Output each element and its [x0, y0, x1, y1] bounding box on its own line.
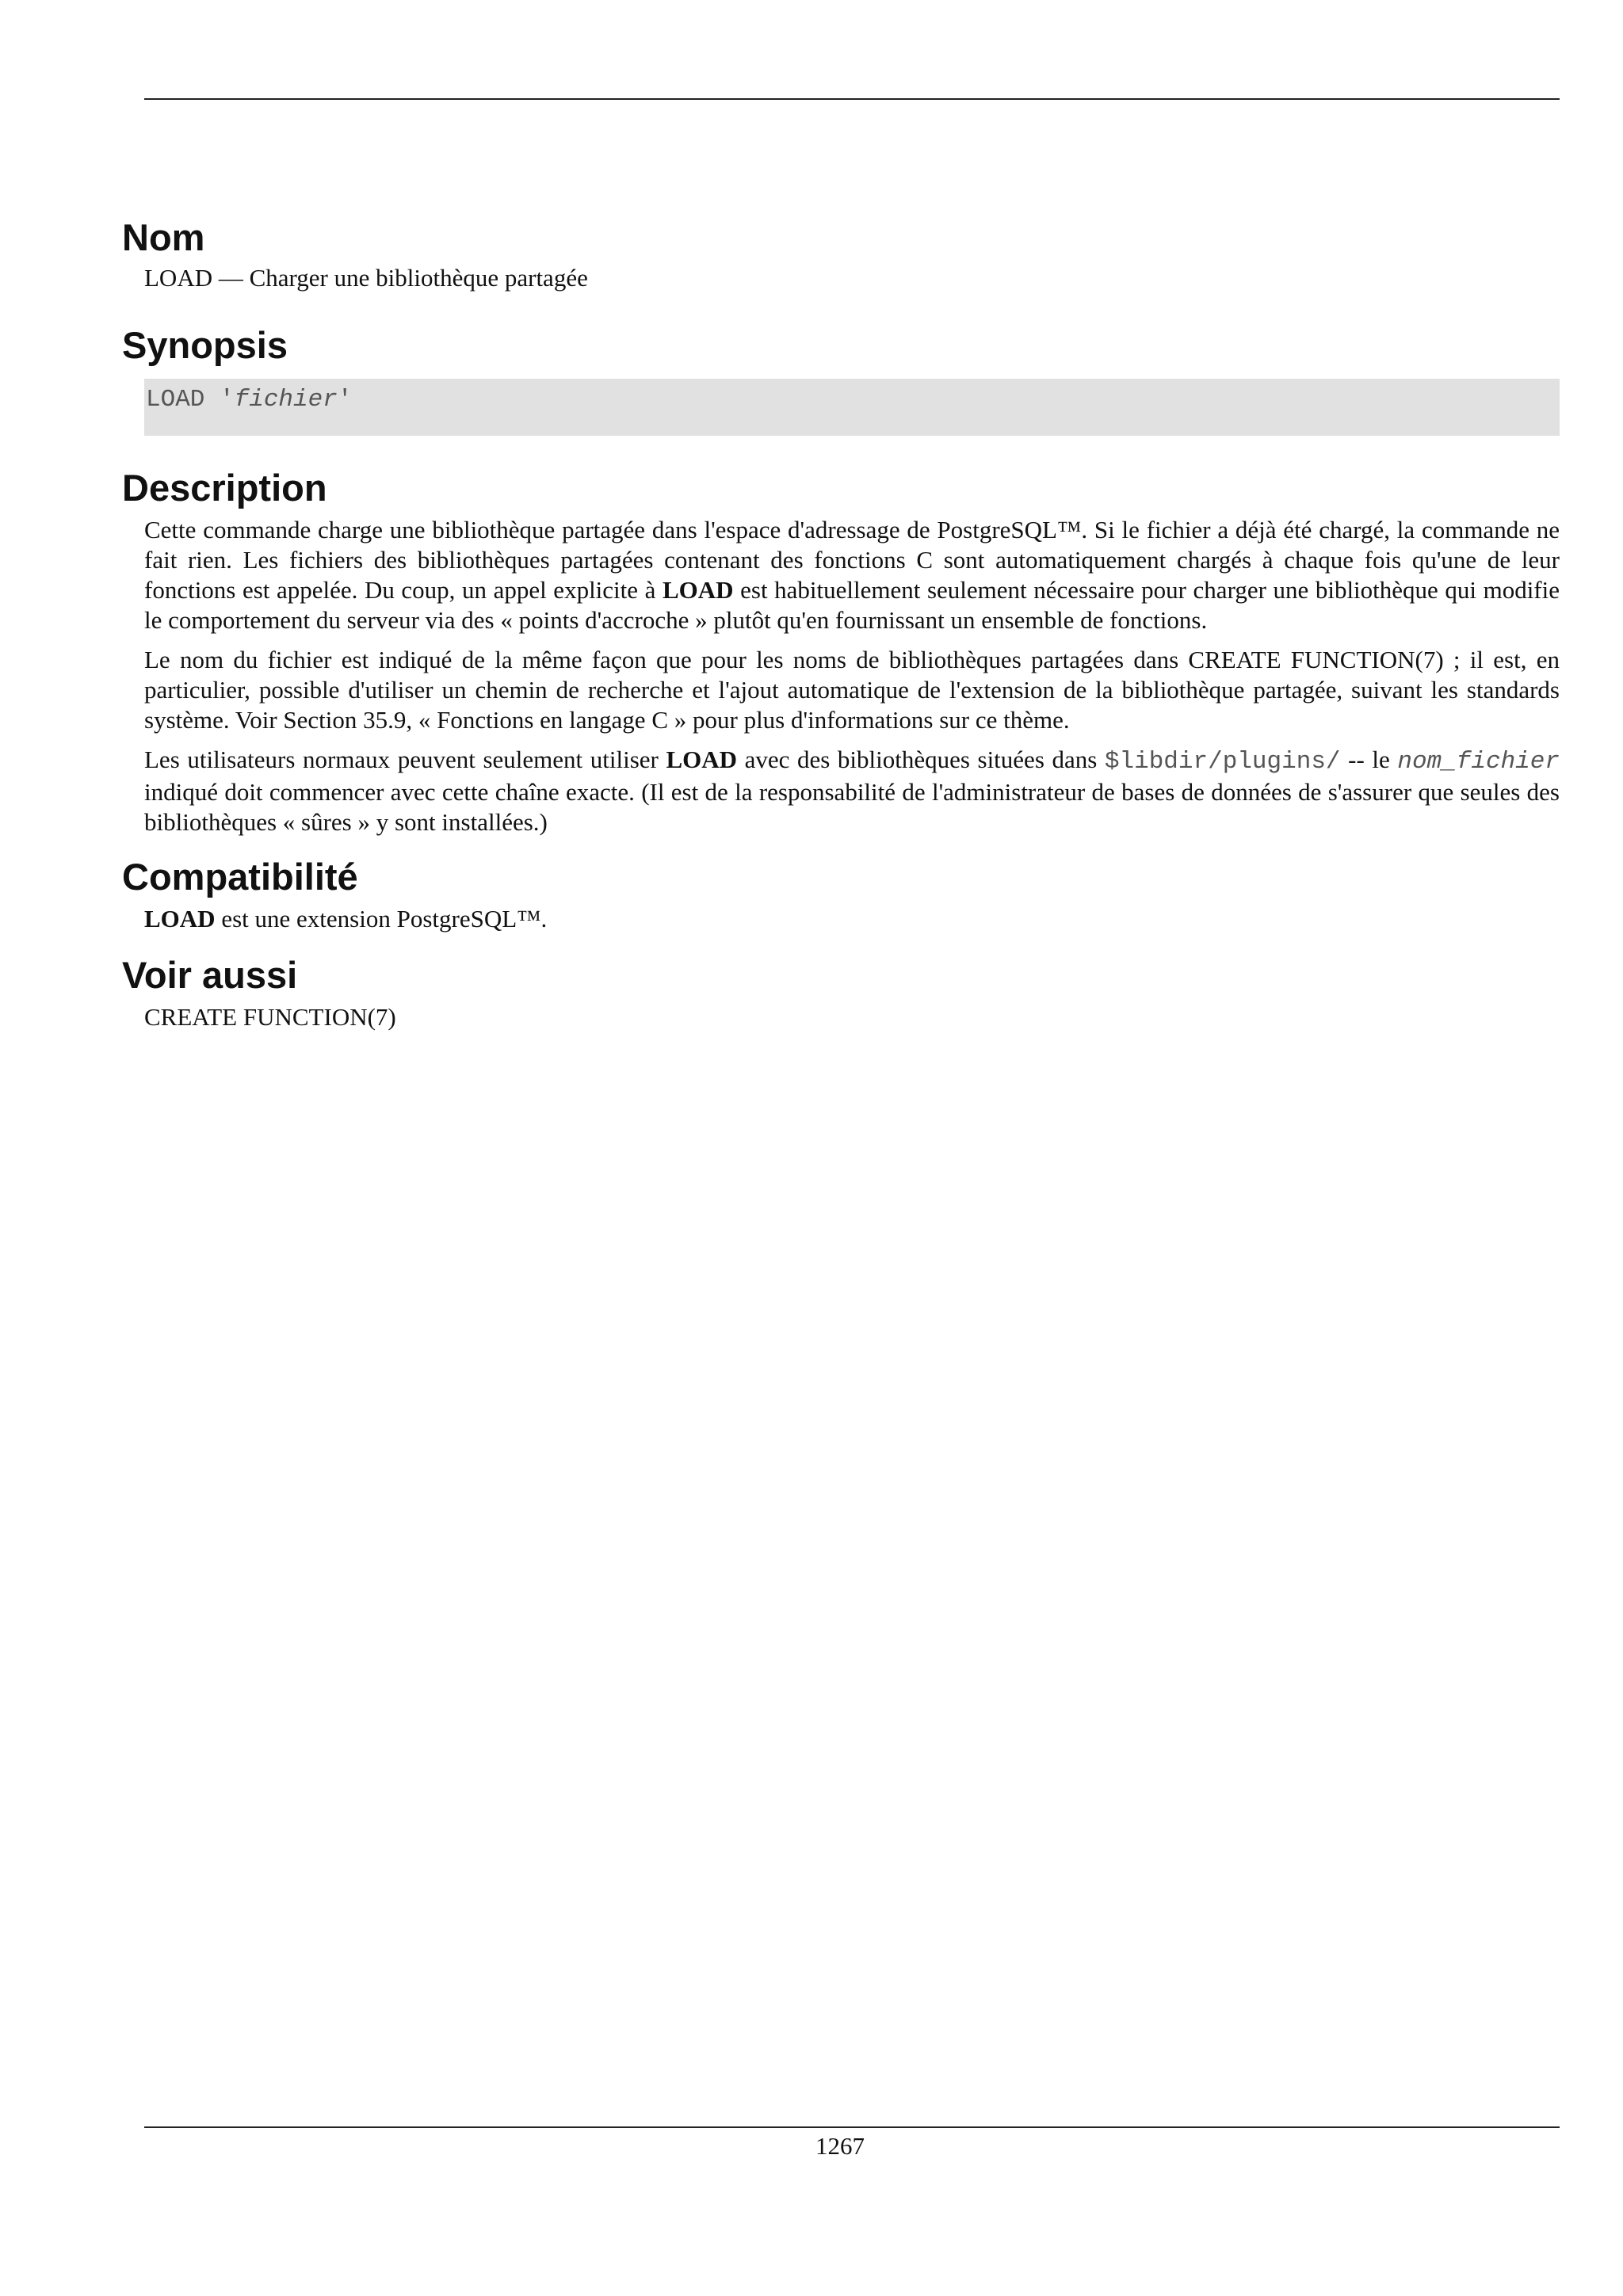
compat-load-command: LOAD [144, 905, 216, 933]
synopsis-parameter: fichier [234, 386, 338, 414]
p3-text-c: -- le [1340, 746, 1398, 773]
page-content [122, 215, 1560, 1042]
description-paragraph-3 [144, 745, 1560, 837]
section-heading-compatibilite: Compatibilité [122, 856, 358, 898]
page-number: 1267 [815, 2132, 865, 2160]
section-heading-synopsis: Synopsis [122, 324, 288, 366]
p3-text-a: Les utilisateurs normaux peuvent seulement utiliser [144, 746, 666, 773]
description-paragraph-2: Le nom du fichier est indiqué de la même façon que pour les noms de bibliothèques partagées dans CREATE FUNCTION(7) ; il est, en particulier, possible d'utiliser un chemin de recherche et l'ajout automatique de l'extension de la bibliothèque partagée, suivant les standards système. Voir Section 35.9, « Fonctions en langage C » pour plus d'informations sur ce thème. [144, 646, 1560, 734]
section-heading-description: Description [122, 467, 327, 509]
section-heading-nom: Nom [122, 216, 205, 258]
p1-text-a: Cette commande charge une bibliothèque partagée dans l'espace d'adressage de PostgreSQL™. Si le fichier a déjà été chargé, la commande ne fait rien. Les fichiers des bibliothèques partagées contenant des fonctions C sont automatiquement chargés à chaque fois qu'une de leur fonctions est appelée. Du coup, un appel explicite à [144, 516, 1560, 604]
nom-fichier-parameter: nom_fichier [1397, 748, 1560, 776]
section-heading-voir-aussi: Voir aussi [122, 954, 298, 996]
footer-rule [144, 2126, 1560, 2128]
refname-text: LOAD — Charger une bibliothèque partagée [144, 264, 588, 292]
description-body [144, 515, 1560, 837]
plugins-path: $libdir/plugins/ [1104, 748, 1341, 776]
compat-paragraph [144, 904, 1560, 934]
p3-load-command: LOAD [666, 746, 738, 773]
compat-text: est une extension PostgreSQL™. [215, 905, 548, 933]
synopsis-block [144, 379, 1560, 436]
p3-text-b: avec des bibliothèques situées dans [737, 746, 1105, 773]
p3-text-d: indiqué doit commencer avec cette chaîne exacte. (Il est de la responsabilité de l'administrateur de bases de données de s'assurer que seules des bibliothèques « sûres » y sont installées.) [144, 778, 1560, 836]
voir-aussi-body [144, 1002, 1560, 1032]
synopsis-command: LOAD ' [146, 386, 235, 414]
compat-body [144, 904, 1560, 934]
synopsis-close-quote: ' [337, 386, 353, 414]
description-paragraph-1 [144, 515, 1560, 635]
p1-load-command: LOAD [662, 576, 734, 604]
header-rule [144, 98, 1560, 100]
create-function-link[interactable]: CREATE FUNCTION(7) [144, 1003, 396, 1031]
p1-text-b: est habituellement seulement nécessaire pour charger une bibliothèque qui modifie le comportement du serveur via des « points d'accroche » plutôt qu'en fournissant un ensemble de fonctions. [144, 576, 1560, 634]
